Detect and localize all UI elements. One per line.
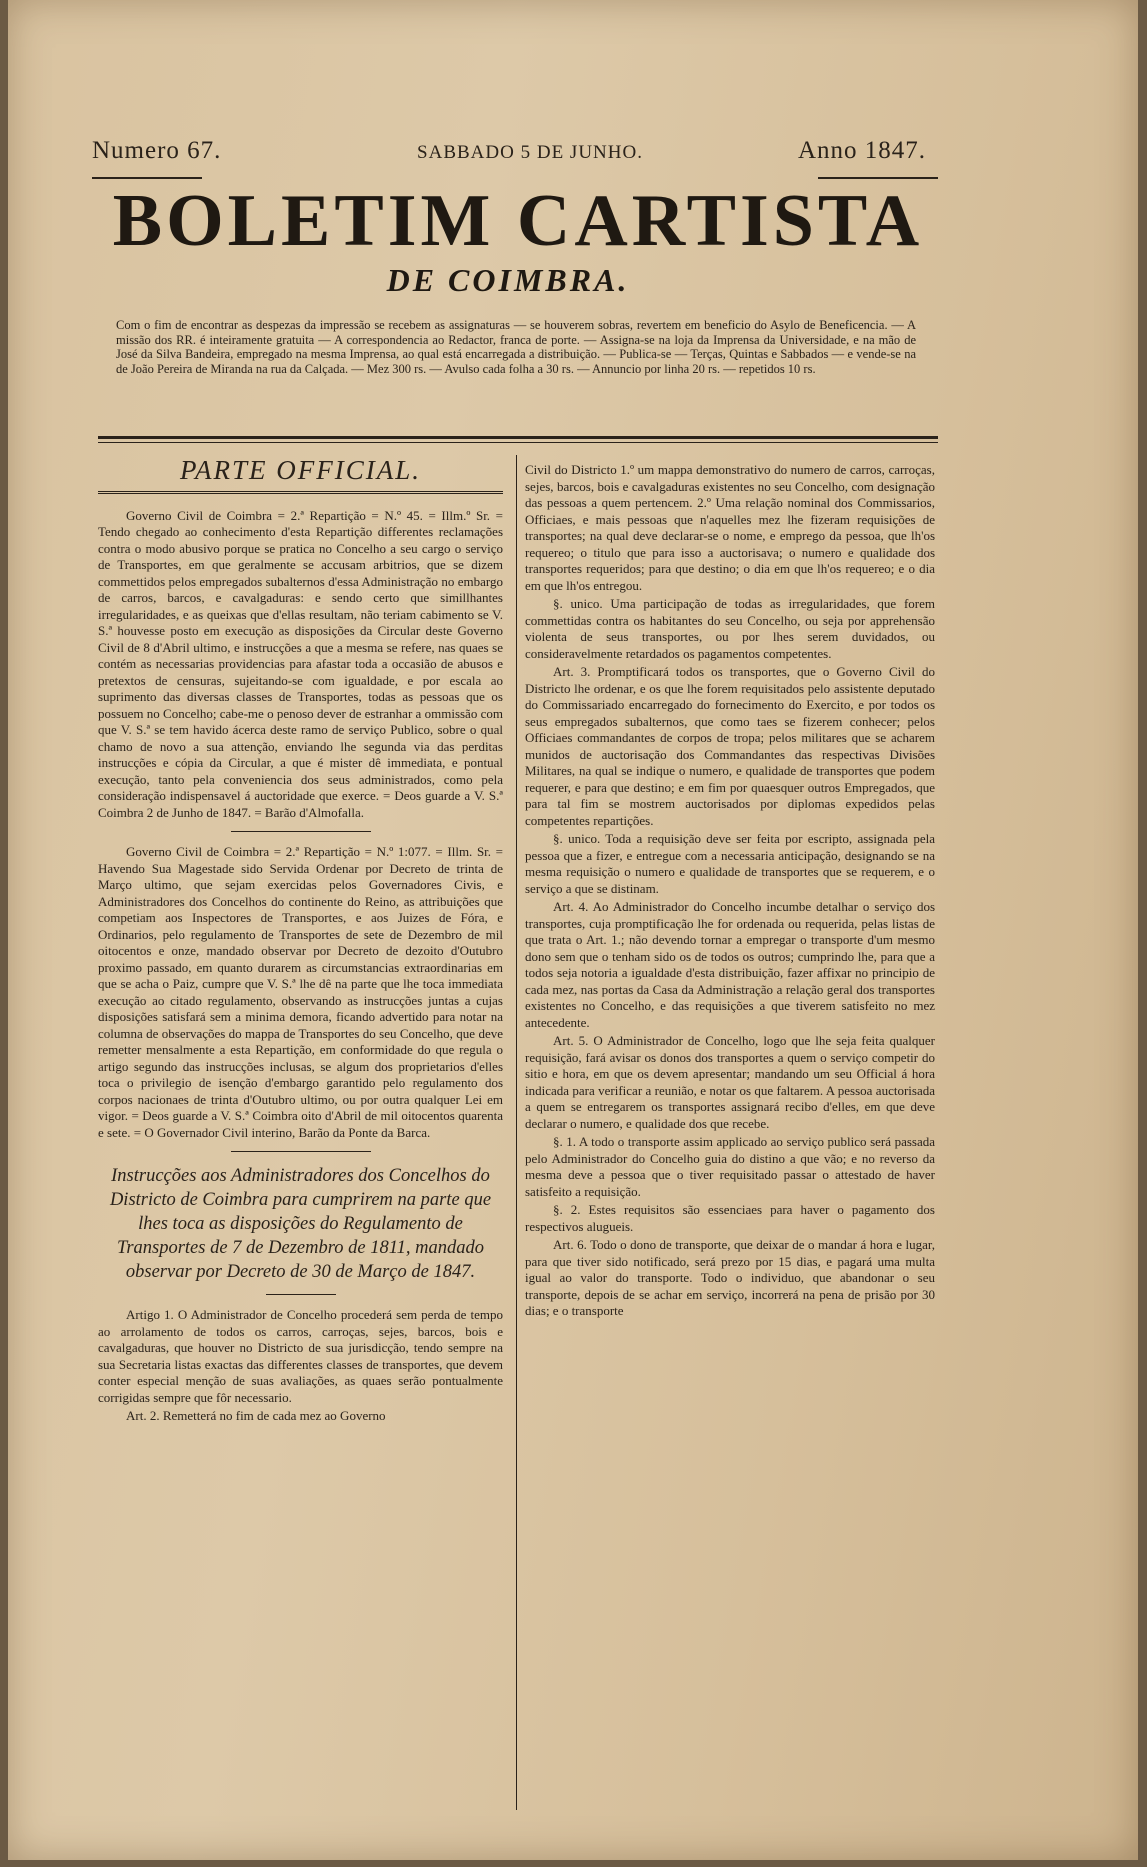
- article-2-start: Art. 2. Remetterá no fim de cada mez ao Governo: [126, 1408, 386, 1423]
- section-heading: PARTE OFFICIAL.: [180, 455, 421, 485]
- header-rule-bottom: [98, 442, 938, 443]
- left-column: [98, 455, 503, 1425]
- article-1: Artigo 1. O Administrador de Concelho procederá sem perda de tempo ao arrolamento de todos os carros, carroças, sejes, barcos, bois e cavalgaduras, que houver no Districto de sua jurisdicção, tendo sempre na sua Secretaria listas exactas das differentes classes de transportes, que devem conter especial menção de suas avaliações, as quaes serão pontualmente corrigidas sempre que fôr necessario.: [98, 1307, 503, 1405]
- issue-number: Numero 67.: [92, 137, 222, 164]
- right-column: [525, 462, 935, 1320]
- article-3: Art. 3. Promptificará todos os transportes, que o Governo Civil do Districto lhe ordenar, e os que lhe forem requisitados pelo assistente deputado do Commissariado encarregado do fornecimento do Exercito, e por todos os seus empregados subalternos, que como taes se fizerem conhecer; pelos Officiaes commandantes de corpos de tropa; pelos militares que se acharem munidos de auctorisação dos Commandantes das respectivas Divisões Militares, na qual se indique o numero, e qualidade de transportes que podem requerer, e para que destino; e em fim por quaesquer outros Empregados, que para tal fim se mostrem auctorisados por diplomas expedidos pelas competentes repartições.: [525, 664, 935, 828]
- article-3-unico: §. unico. Toda a requisição deve ser feita por escripto, assignada pela pessoa que a fizer, e entregue com a necessaria anticipação, designando se na mesma requisição o numero e qualidade de transportes que se requerem, e o serviço a que se distinam.: [525, 831, 935, 896]
- article-5-paragraph-2: §. 2. Estes requisitos são essenciaes para haver o pagamento dos respectivos alugueis.: [525, 1202, 935, 1234]
- issue-date: SABBADO 5 DE JUNHO.: [417, 142, 643, 163]
- subscription-notice: Com o fim de encontrar as despezas da impressão se recebem as assignaturas — se houverem sobras, revertem em beneficio do Asylo de Beneficencia. — A missão dos RR. é inteiramente gratuita — A correspondencia ao Redactor, franca de porte. — Assigna-se na loja da Imprensa da Universidade, e na mão de José da Silva Bandeira, empregado na mesma Imprensa, ao qual está encarregada a distribuição. — Publica-se — Terças, Quintas e Sabbados — e vende-se na de João Pereira de Miranda na rua da Calçada. — Mez 300 rs. — Avulso cada folha a 30 rs. — Annuncio por linha 20 rs. — repetidos 10 rs.: [116, 318, 916, 376]
- section-rule: [98, 491, 503, 494]
- newspaper-page: [8, 0, 1138, 1860]
- issue-year: Anno 1847.: [798, 137, 927, 164]
- newspaper-subtitle: DE COIMBRA.: [386, 262, 630, 298]
- article-6: Art. 6. Todo o dono de transporte, que deixar de o mandar á hora e lugar, para que tiver sido notificado, será prezo por 15 dias, e pagará uma multa igual ao valor do transporte. Todo o individuo, que abandonar o seu transporte, depois de se achar em serviço, incorrerá na pena de prisão por 30 dias; e o transporte: [525, 1237, 935, 1318]
- article-5-paragraph-1: §. 1. A todo o transporte assim applicado ao serviço publico será passada pelo Administrador do Concelho guia do distino a que vão; e no reverso da mesma deve a pessoa que o tiver requisitado passar o attestado de haver satisfeito a requisição.: [525, 1134, 935, 1199]
- separator-rule: [231, 1151, 371, 1152]
- masthead-rule-left: [92, 177, 202, 179]
- article-4: Art. 4. Ao Administrador do Concelho incumbe detalhar o serviço dos transportes, cuja promptificação lhe for ordenada ou requerida, pelas listas de que trata o Art. 1.; não devendo tornar a empregar o transporte d'um mesmo dono sem que o tenham sido os de todos os outros; cumprindo lhe, para que a todos seja notoria a igualdade d'esta distribuição, fazer affixar no principio de cada mez, nas portas da Casa da Administração a relação geral dos transportes existentes no Concelho, e das requisições a que tiverem satisfeito no mez antecedente.: [525, 899, 935, 1030]
- separator-rule: [231, 831, 371, 832]
- masthead-rule-right: [818, 177, 938, 179]
- header-rule-top: [98, 436, 938, 439]
- column-divider: [516, 455, 517, 1810]
- official-notice-1: Governo Civil de Coimbra = 2.ª Repartição = N.º 45. = Illm.º Sr. = Tendo chegado ao conhecimento d'esta Repartição differentes reclamações contra o modo abusivo porque se pratica no Concelho a seu cargo o serviço de Transportes, em que geralmente se accusam arbitrios, que se dizem commettidos pelos empregados subalternos d'essa Administração no embargo de carros, barcos, e cavalgaduras: e sendo certo que simillhantes irregularidades, e as queixas que d'ellas resultam, não teriam cabimento se V. S.ª houvesse posto em execução as disposições da Circular deste Governo Civil de 8 d'Abril ultimo, e instrucções a que a mesma se refere, nas quaes se contém as necessarias providencias para afastar toda a occasião de abusos e pretextos de censuras, sujeitando-se com igualdade, e por escala ao suprimento das diversas classes de Transportes, todas as pessoas que os possuem no Concelho; cabe-me o penoso dever de estranhar a ommissão com que V. S.ª se tem havido ácerca deste ramo de serviço Publico, sobre o qual chamo de novo a sua attenção, enviando lhe segunda via das perditas instrucções e cópia da Circular, a que é mister dê immediata, e pontual execução, tanto pela conveniencia dos seus administrados, como pela consideração indispensavel á auctoridade que exerce. = Deos guarde a V. S.ª Coimbra 2 de Junho de 1847. = Barão d'Almofalla.: [98, 507, 503, 820]
- instructions-title: Instrucções aos Administradores dos Concelhos do Districto de Coimbra para cumprirem na parte que lhes toca as disposições do Regulamento de Transportes de 7 de Dezembro de 1811, mandado observar por Decreto de 30 de Março de 1847.: [109, 1166, 492, 1282]
- article-2-unico: §. unico. Uma participação de todas as irregularidades, que forem commettidas contra os habitantes do seu Concelho, ou seja por apprehensão violenta de seus transportes, ou por lhes serem duvidados, ou consideravelmente retardados os pagamentos competentes.: [525, 596, 935, 661]
- separator-rule: [266, 1294, 336, 1295]
- official-notice-2: Governo Civil de Coimbra = 2.ª Repartição = N.º 1:077. = Illm. Sr. = Havendo Sua Magestade sido Servida Ordenar por Decreto de trinta de Março ultimo, que sejam exercidas pelos Governadores Civis, e Administradores dos Concelhos do continente do Reino, as attribuições que competiam aos Inspectores de Transportes, e aos Juizes de Fóra, e Ordinarios, pelo regulamento de Transportes de sete de Dezembro de mil oitocentos e onze, mandado observar por Decreto de dezoito d'Outubro proximo passado, em quanto durarem as circumstancias extraordinarias em que se acha o Paiz, cumpre que V. S.ª lhe dê na parte que lhe toca immediata execução ao citado regulamento, observando as instrucções juntas a cujas disposições satisfará sem a minima demora, ficando advertido para notar na columna de observações do mappa de Transportes do seu Concelho, que deve remetter mensalmente a esta Repartição, em conformidade do que regula o artigo segundo das instrucções inclusas, se algum dos proprietarios d'elles toca o privilegio de isenção d'embargo garantido pelo regulamento dos corpos nacionaes de trinta d'Outubro ultimo, ou por outra qualquer Lei em vigor. = Deos guarde a V. S.ª Coimbra oito d'Abril de mil oitocentos quarenta e sete. = O Governador Civil interino, Barão da Ponte da Barca.: [98, 844, 503, 1140]
- article-2-continued: Civil do Districto 1.º um mappa demonstrativo do numero de carros, carroças, sejes, barcos, bois e cavalgaduras existentes no seu Concelho, com designação das pessoas a quem pertencem. 2.º Uma relação nominal dos Commissarios, Officiaes, e mais pessoas que n'aquelles mez lhe fizeram requisições de transportes; na qual deve declarar-se o nome, e emprego da pessoa, que lh'os requereo; o titulo que para isso a auctorisava; o numero e qualidade dos transportes requeridos; para que destino; o dia em que lh'os requereo; e o dia em que lh'os entregou.: [525, 462, 935, 593]
- newspaper-title: BOLETIM CARTISTA: [112, 180, 924, 262]
- article-5: Art. 5. O Administrador de Concelho, logo que lhe seja feita qualquer requisição, fará avisar os donos dos transportes a quem o serviço competir do sitio e hora, em que os devem apresentar; mandando um seu Official á hora indicada para verificar a reunião, e notar os que faltarem. A pessoa auctorisada a quem se entregarem os transportes assignará recibo d'elles, em que deve declarar o numero, e qualidade dos que recebe.: [525, 1033, 935, 1131]
